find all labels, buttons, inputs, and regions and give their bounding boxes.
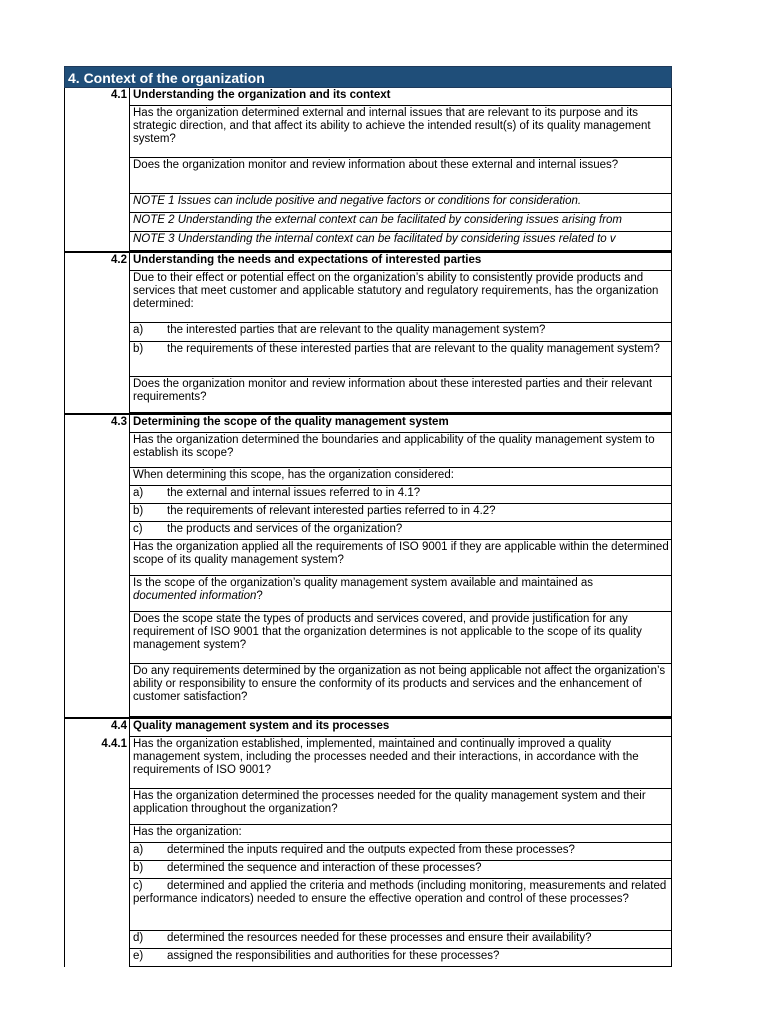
list-item	[129, 879, 672, 931]
question-row	[129, 377, 672, 413]
number-gutter	[64, 342, 129, 377]
question-row	[129, 106, 672, 158]
number-gutter	[64, 213, 129, 232]
clause-4-1	[64, 88, 672, 251]
list-item	[129, 949, 672, 967]
number-gutter	[64, 504, 129, 522]
row-text: Is the scope of the organization’s quality management system available and maintained as	[133, 577, 594, 589]
row-text-tail: ?	[256, 590, 263, 602]
clause-number: 4.4	[64, 719, 129, 737]
row-text: determined the sequence and interaction of these processes?	[167, 862, 482, 874]
row-text: assigned the responsibilities and authorities for these processes?	[167, 950, 500, 962]
row-text: Does the organization monitor and review information about these external and internal issues?	[133, 159, 619, 171]
row-text: Has the organization determined the processes needed for the quality management system and their application throughout the organization?	[133, 790, 646, 815]
clause-4-4	[64, 717, 672, 967]
number-gutter	[64, 194, 129, 213]
number-gutter	[64, 861, 129, 879]
question-row	[129, 576, 672, 612]
item-label: b)	[133, 505, 144, 517]
number-gutter	[64, 949, 129, 967]
row-text: the products and services of the organization?	[167, 523, 403, 535]
number-gutter	[64, 612, 129, 664]
row-text: the requirements of these interested parties that are relevant to the quality management system?	[167, 343, 660, 355]
number-gutter	[64, 106, 129, 158]
number-gutter	[64, 522, 129, 540]
row-text: Has the organization determined external and internal issues that are relevant to its purpose and its strategic direction, and that affect its ability to achieve the intended result(s) of its quality management system?	[133, 107, 651, 145]
clause-heading: Understanding the organization and its context	[129, 88, 672, 106]
note-row	[129, 194, 672, 213]
item-label: b)	[133, 862, 144, 874]
row-text: Has the organization established, implemented, maintained and continually improved a quality management system, including the processes needed and their interactions, in accordance with the requirements of ISO 9001?	[133, 738, 639, 776]
question-row	[129, 612, 672, 664]
item-label: e)	[133, 950, 144, 962]
number-gutter	[64, 377, 129, 413]
number-gutter	[64, 879, 129, 931]
row-text: NOTE 1 Issues can include positive and negative factors or conditions for consideration.	[133, 195, 582, 207]
checklist-sheet	[64, 66, 672, 967]
number-gutter	[64, 468, 129, 486]
number-gutter	[64, 232, 129, 251]
question-row	[129, 664, 672, 717]
number-gutter	[64, 271, 129, 323]
number-gutter	[64, 843, 129, 861]
question-row	[129, 158, 672, 194]
row-text: determined the resources needed for these processes and ensure their availability?	[167, 932, 592, 944]
number-gutter	[64, 576, 129, 612]
row-text: determined the inputs required and the outputs expected from these processes?	[167, 844, 575, 856]
clause-heading: Determining the scope of the quality management system	[129, 415, 672, 433]
number-gutter	[64, 664, 129, 717]
list-item	[129, 843, 672, 861]
row-text: Does the organization monitor and review information about these interested parties and their relevant requirements?	[133, 378, 653, 403]
clause-heading: Understanding the needs and expectations of interested parties	[129, 253, 672, 271]
row-text: Has the organization:	[133, 826, 242, 838]
checklist-body	[64, 88, 672, 967]
clause-4-2	[64, 251, 672, 413]
row-text: Has the organization determined the boundaries and applicability of the quality management system to establish its scope?	[133, 434, 655, 459]
list-item	[129, 861, 672, 879]
question-row	[129, 468, 672, 486]
item-label: c)	[133, 523, 143, 535]
question-row	[129, 789, 672, 825]
clause-heading: Quality management system and its processes	[129, 719, 672, 737]
clause-number: 4.2	[64, 253, 129, 271]
number-gutter	[64, 540, 129, 576]
list-item	[129, 323, 672, 342]
section-title: 4. Context of the organization	[64, 66, 672, 88]
list-item	[129, 504, 672, 522]
number-gutter	[64, 323, 129, 342]
clause-number: 4.3	[64, 415, 129, 433]
number-gutter	[64, 433, 129, 468]
note-row	[129, 232, 672, 251]
row-text: determined and applied the criteria and methods (including monitoring, measurements and related performance indicators) needed to ensure the effective operation and control of these processes?	[133, 880, 667, 905]
clause-4-3	[64, 413, 672, 717]
row-text: NOTE 3 Understanding the internal context can be facilitated by considering issues related to v	[133, 233, 616, 245]
list-item	[129, 522, 672, 540]
question-row	[129, 540, 672, 576]
row-text: the external and internal issues referred to in 4.1?	[167, 487, 421, 499]
row-text: the interested parties that are relevant to the quality management system?	[167, 324, 546, 336]
row-text: the requirements of relevant interested parties referred to in 4.2?	[167, 505, 496, 517]
question-row	[129, 737, 672, 789]
number-gutter	[64, 825, 129, 843]
row-text: When determining this scope, has the organization considered:	[133, 469, 454, 481]
clause-number: 4.1	[64, 88, 129, 106]
number-gutter	[64, 486, 129, 504]
list-item	[129, 931, 672, 949]
row-text: NOTE 2 Understanding the external context can be facilitated by considering issues arising from	[133, 214, 623, 226]
row-text: Due to their effect or potential effect on the organization’s ability to consistently provide products and services that meet customer and applicable statutory and regulatory requirements, has the organization determined:	[133, 272, 659, 310]
question-row	[129, 271, 672, 323]
row-text: Do any requirements determined by the organization as not being applicable not affect the organization’s ability or responsibility to ensure the conformity of its products and services and the enhancement of customer satisfaction?	[133, 665, 666, 703]
item-label: a)	[133, 324, 144, 336]
italic-term: documented information	[133, 590, 257, 602]
item-label: a)	[133, 844, 144, 856]
note-row	[129, 213, 672, 232]
row-text: Does the scope state the types of products and services covered, and provide justification for any requirement of ISO 9001 that the organization determines is not applicable to the scope of its quality management system?	[133, 613, 642, 651]
list-item	[129, 342, 672, 377]
question-row	[129, 825, 672, 843]
question-row	[129, 433, 672, 468]
item-label: d)	[133, 932, 144, 944]
subclause-number: 4.4.1	[64, 737, 129, 789]
item-label: c)	[133, 880, 143, 892]
number-gutter	[64, 158, 129, 194]
number-gutter	[64, 931, 129, 949]
item-label: a)	[133, 487, 144, 499]
number-gutter	[64, 789, 129, 825]
row-text: Has the organization applied all the requirements of ISO 9001 if they are applicable within the determined scope of its quality management system?	[133, 541, 669, 566]
item-label: b)	[133, 343, 144, 355]
list-item	[129, 486, 672, 504]
